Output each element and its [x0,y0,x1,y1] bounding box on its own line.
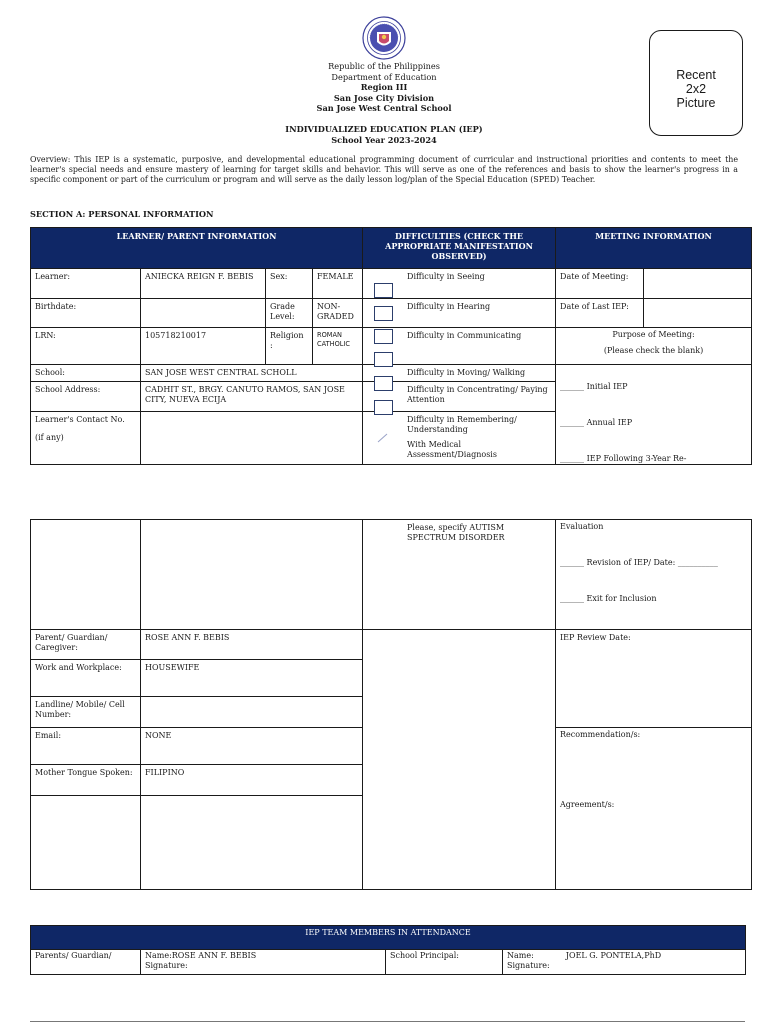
photo-line2: 2x2 [685,82,707,96]
communicating-checkbox[interactable] [374,329,393,344]
purpose-of-meeting-label: Purpose of Meeting: [612,330,695,339]
hearing-checkbox[interactable] [374,306,393,321]
agreement-label: Agreement/s: [560,800,615,809]
difficulty-hearing: Difficulty in Hearing [363,299,556,328]
guardian-value[interactable]: ROSE ANN F. BEBIS [141,630,363,660]
contact-value[interactable] [141,412,363,465]
concentrating-checkbox[interactable] [374,376,393,391]
division-text: San Jose City Division [333,92,435,103]
lrn-label: LRN: [31,328,141,365]
email-value[interactable]: NONE [141,728,363,765]
date-of-meeting-label: Date of Meeting: [556,269,644,299]
principal-signature: Signature: [507,961,550,970]
difficulty-remembering-cell [363,412,556,465]
guardian-label: Parent/ Guardian/ Caregiver: [31,630,141,660]
blank-cell [31,796,141,890]
difficulty-communicating: Difficulty in Communicating [363,328,556,365]
personal-info-table-continued [30,519,752,890]
principal-label: School Principal: [386,950,503,975]
check-mark-icon [377,432,389,444]
seeing-checkbox[interactable] [374,283,393,298]
sex-value[interactable]: FEMALE [313,269,363,299]
parent-name: Name:ROSE ANN F. BEBIS [145,951,257,960]
learner-label: Learner: [31,269,141,299]
difficulty-concentrating: Difficulty in Concentrating/ Paying Attention [363,382,556,412]
date-of-last-iep-value[interactable] [644,299,752,328]
parents-label: Parents/ Guardian/ [31,950,141,975]
contact-label-cell [31,412,141,465]
phone-value[interactable] [141,697,363,728]
blank-cell [141,520,363,630]
mother-tongue-label: Mother Tongue Spoken: [31,765,141,796]
sex-label: Sex: [266,269,313,299]
recommendation-agreement-cell [556,728,752,890]
date-of-meeting-value[interactable] [644,269,752,299]
region-text: Region III [360,82,408,92]
religion-value[interactable]: ROMAN CATHOLIC [313,328,363,365]
recommendation-label: Recommendation/s: [560,730,641,739]
photo-line3: Picture [676,96,716,110]
religion-label: Religion : [266,328,313,365]
moving-checkbox[interactable] [374,352,393,367]
learner-parent-header: LEARNER/ PARENT INFORMATION [31,228,363,269]
phone-label: Landline/ Mobile/ Cell Number: [31,697,141,728]
photo-line1: Recent [676,68,716,82]
principal-name-signature-cell[interactable] [503,950,746,975]
birthdate-value[interactable] [141,299,266,328]
learner-value[interactable]: ANIECKA REIGN F. BEBIS [141,269,266,299]
work-value[interactable]: HOUSEWIFE [141,660,363,697]
difficulties-header: DIFFICULTIES (CHECK THE APPROPRIATE MANIFESTATION OBSERVED) [363,228,556,269]
attendance-title: IEP TEAM MEMBERS IN ATTENDANCE [31,926,746,950]
personal-info-table [30,227,752,465]
grade-level-label: Grade Level: [266,299,313,328]
email-label: Email: [31,728,141,765]
republic-text: Republic of the Philippines [328,61,440,71]
annual-iep-option[interactable]: ______ Annual IEP [560,418,633,427]
contact-label: Learner's Contact No. [35,415,125,424]
exit-inclusion-option[interactable]: ______ Exit for Inclusion [560,594,657,603]
difficulty-remembering: Difficulty in Remembering/ Understanding [407,415,517,434]
mother-tongue-value[interactable]: FILIPINO [141,765,363,796]
contact-sub: (if any) [35,433,64,442]
date-of-last-iep-label: Date of Last IEP: [556,299,644,328]
school-year: School Year 2023-2024 [331,134,437,145]
school-value[interactable]: SAN JOSE WEST CENTRAL SCHOLL [141,365,363,382]
parent-signature: Signature: [145,961,188,970]
meeting-options-continued [556,520,752,630]
remembering-checkbox[interactable] [374,400,393,415]
attendance-table [30,925,746,975]
school-address-value[interactable]: CADHIT ST., BRGY. CANUTO RAMOS, SAN JOSE CITY, NUEVA ECIJA [141,382,363,412]
difficulty-moving: Difficulty in Moving/ Walking [363,365,556,382]
lrn-value[interactable]: 105718210017 [141,328,266,365]
section-a-heading: SECTION A: PERSONAL INFORMATION [30,209,214,219]
department-text: Department of Education [331,71,437,82]
autism-specify-text: Please, specify AUTISM SPECTRUM DISORDER [363,520,556,630]
difficulties-blank-area [363,630,556,890]
photo-placeholder-box [649,30,743,136]
school-label: School: [31,365,141,382]
iep-following-option[interactable]: ______ IEP Following 3-Year Re- [560,454,687,463]
work-label: Work and Workplace: [31,660,141,697]
plan-title: INDIVIDUALIZED EDUCATION PLAN (IEP) [285,124,483,134]
blank-cell [31,520,141,630]
iep-review-date: IEP Review Date: [556,630,752,728]
evaluation-text: Evaluation [560,522,604,531]
revision-option[interactable]: ______ Revision of IEP/ Date: __________ [560,558,718,567]
page-bottom-rule [30,1021,745,1022]
principal-name-label: Name: [507,951,534,960]
school-address-label: School Address: [31,382,141,412]
overview-paragraph: Overview: This IEP is a systematic, purposive, and developmental educational programming document of curricular and instructional priorities and contents to meet the learner's special needs and ensure mastery of learning for target skills and behavior. This will serve as one of the references and basis to show the learner's progress in a specific component or part of the curriculum or program and will serve as the daily lesson log/plan of the Special Education (SPED) Teacher. [30,155,738,184]
grade-level-value[interactable]: NON-GRADED [313,299,363,328]
deped-seal-logo [362,16,406,60]
medical-assessment: With Medical Assessment/Diagnosis [407,440,497,459]
initial-iep-option[interactable]: ______ Initial IEP [560,382,628,391]
parent-name-signature-cell[interactable] [141,950,386,975]
blank-cell [141,796,363,890]
purpose-of-meeting-cell [556,328,752,365]
difficulty-seeing: Difficulty in Seeing [363,269,556,299]
meeting-info-header: MEETING INFORMATION [556,228,752,269]
school-name-text: San Jose West Central School [316,103,452,113]
meeting-purpose-options [556,365,752,465]
principal-name: JOEL G. PONTELA,PhD [565,951,662,960]
purpose-of-meeting-sub: (Please check the blank) [603,346,704,355]
birthdate-label: Birthdate: [31,299,141,328]
